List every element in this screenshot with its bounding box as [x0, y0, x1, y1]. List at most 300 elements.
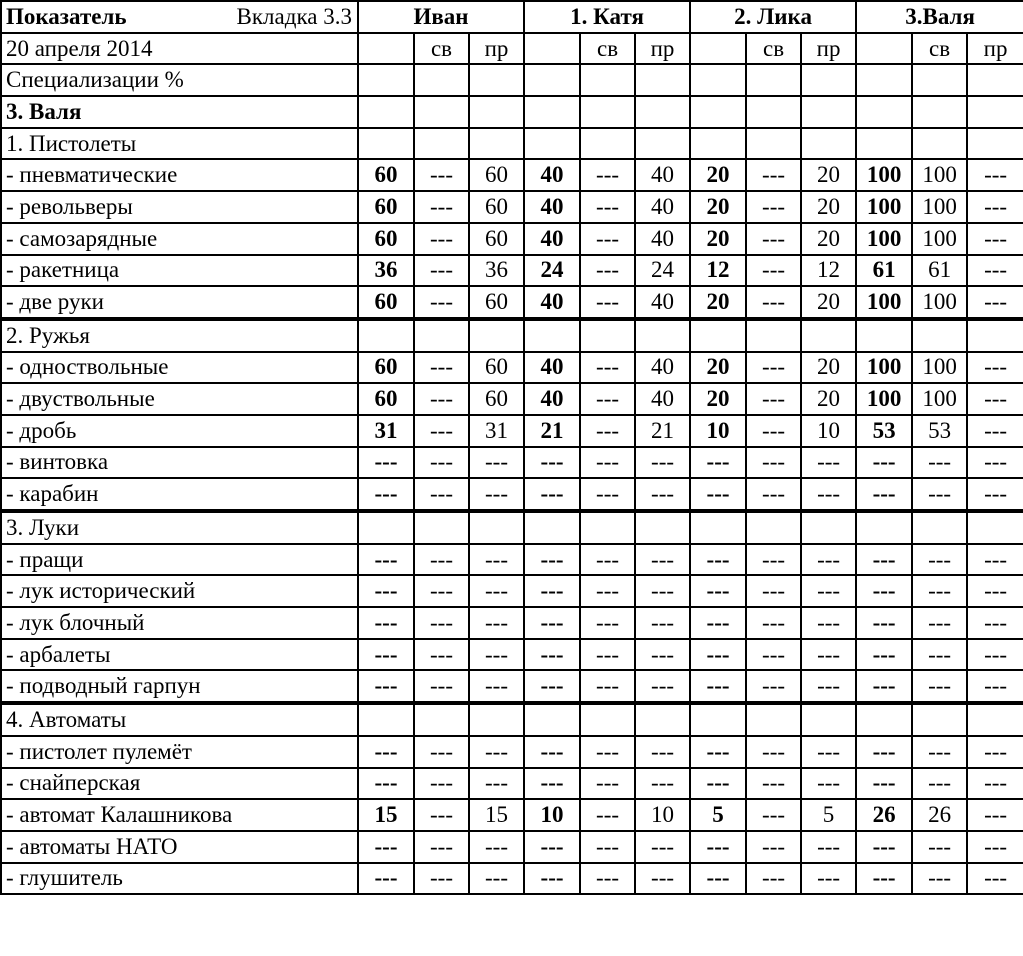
value-cell: [580, 64, 635, 96]
value-cell: ---: [580, 223, 635, 255]
row-label: - арбалеты: [1, 639, 358, 671]
value-cell: ---: [967, 223, 1023, 255]
value-cell: ---: [469, 768, 524, 800]
table-row: [1, 383, 1023, 415]
value-cell: 60: [469, 159, 524, 191]
value-cell: ---: [746, 159, 801, 191]
value-cell: 100: [912, 352, 967, 384]
value-cell: 31: [469, 415, 524, 447]
value-cell: ---: [967, 639, 1023, 671]
value-cell: ---: [746, 863, 801, 895]
value-cell: ---: [856, 607, 912, 639]
value-cell: ---: [635, 670, 690, 703]
value-cell: ---: [414, 639, 469, 671]
value-cell: [690, 64, 746, 96]
value-cell: 10: [635, 799, 690, 831]
value-cell: ---: [912, 639, 967, 671]
value-cell: [414, 703, 469, 736]
value-cell: [358, 128, 414, 160]
value-cell: ---: [912, 447, 967, 479]
value-cell: 24: [635, 255, 690, 287]
value-cell: ---: [912, 768, 967, 800]
row-label: - пистолет пулемёт: [1, 736, 358, 768]
row-label: 3. Луки: [1, 511, 358, 544]
value-cell: [746, 96, 801, 128]
value-cell: [801, 96, 856, 128]
value-cell: 100: [856, 191, 912, 223]
value-cell: 100: [912, 223, 967, 255]
row-label: - две руки: [1, 286, 358, 319]
table-row: [1, 831, 1023, 863]
value-cell: 12: [801, 255, 856, 287]
value-cell: ---: [690, 639, 746, 671]
value-cell: [635, 64, 690, 96]
value-cell: 10: [801, 415, 856, 447]
value-cell: ---: [967, 863, 1023, 895]
value-cell: 60: [358, 286, 414, 319]
value-cell: ---: [580, 575, 635, 607]
value-cell: 26: [856, 799, 912, 831]
value-cell: ---: [414, 286, 469, 319]
table-row: [1, 639, 1023, 671]
value-cell: ---: [746, 831, 801, 863]
value-cell: [635, 703, 690, 736]
value-cell: ---: [469, 736, 524, 768]
table-row: [1, 478, 1023, 511]
value-cell: [912, 319, 967, 352]
value-cell: ---: [746, 478, 801, 511]
value-cell: ---: [690, 478, 746, 511]
value-cell: ---: [967, 478, 1023, 511]
value-cell: ---: [801, 478, 856, 511]
value-cell: 20: [801, 286, 856, 319]
value-cell: ---: [580, 607, 635, 639]
value-cell: ---: [746, 286, 801, 319]
value-cell: [358, 703, 414, 736]
value-cell: 10: [524, 799, 580, 831]
value-cell: [580, 511, 635, 544]
value-cell: 60: [358, 159, 414, 191]
header-row-persons: [1, 1, 1023, 33]
value-cell: ---: [967, 383, 1023, 415]
value-cell: ---: [414, 415, 469, 447]
row-label: - самозарядные: [1, 223, 358, 255]
value-cell: ---: [801, 670, 856, 703]
value-cell: ---: [580, 286, 635, 319]
value-cell: ---: [358, 639, 414, 671]
value-cell: 100: [856, 223, 912, 255]
value-cell: ---: [690, 736, 746, 768]
value-cell: [967, 64, 1023, 96]
value-cell: 40: [635, 286, 690, 319]
value-cell: [358, 319, 414, 352]
value-cell: ---: [358, 478, 414, 511]
value-cell: 40: [524, 383, 580, 415]
value-cell: 100: [856, 383, 912, 415]
value-cell: [967, 703, 1023, 736]
value-cell: ---: [801, 863, 856, 895]
value-cell: [967, 128, 1023, 160]
value-cell: ---: [967, 191, 1023, 223]
value-cell: ---: [746, 607, 801, 639]
value-cell: ---: [690, 447, 746, 479]
value-cell: ---: [967, 415, 1023, 447]
value-cell: ---: [856, 831, 912, 863]
value-cell: ---: [358, 831, 414, 863]
value-cell: [635, 96, 690, 128]
value-cell: [635, 128, 690, 160]
value-cell: 15: [358, 799, 414, 831]
value-cell: [358, 64, 414, 96]
sub-header-pr: пр: [801, 33, 856, 65]
table-row: [1, 96, 1023, 128]
value-cell: ---: [358, 575, 414, 607]
value-cell: [746, 128, 801, 160]
value-cell: [912, 64, 967, 96]
value-cell: 15: [469, 799, 524, 831]
header-date: 20 апреля 2014: [1, 33, 358, 65]
value-cell: [524, 96, 580, 128]
value-cell: ---: [580, 383, 635, 415]
value-cell: 40: [635, 191, 690, 223]
row-label: - автомат Калашникова: [1, 799, 358, 831]
value-cell: ---: [856, 575, 912, 607]
sub-header-blank: [856, 33, 912, 65]
value-cell: ---: [635, 478, 690, 511]
row-label: - лук исторический: [1, 575, 358, 607]
value-cell: ---: [856, 447, 912, 479]
row-label: - лук блочный: [1, 607, 358, 639]
value-cell: ---: [414, 478, 469, 511]
value-cell: [580, 128, 635, 160]
row-label: 2. Ружья: [1, 319, 358, 352]
value-cell: ---: [801, 768, 856, 800]
value-cell: [690, 128, 746, 160]
table-row: [1, 255, 1023, 287]
table-row: [1, 286, 1023, 319]
value-cell: 21: [524, 415, 580, 447]
value-cell: [469, 319, 524, 352]
value-cell: [690, 319, 746, 352]
value-cell: ---: [358, 670, 414, 703]
value-cell: ---: [414, 352, 469, 384]
value-cell: 40: [524, 352, 580, 384]
value-cell: ---: [414, 607, 469, 639]
table-row: [1, 223, 1023, 255]
value-cell: 100: [912, 286, 967, 319]
person-header: 2. Лика: [690, 1, 856, 33]
row-label: - глушитель: [1, 863, 358, 895]
value-cell: [967, 511, 1023, 544]
table-row: [1, 703, 1023, 736]
value-cell: 31: [358, 415, 414, 447]
value-cell: ---: [580, 768, 635, 800]
value-cell: ---: [801, 607, 856, 639]
value-cell: ---: [580, 670, 635, 703]
value-cell: ---: [967, 831, 1023, 863]
value-cell: [856, 64, 912, 96]
value-cell: ---: [856, 768, 912, 800]
sub-header-pr: пр: [469, 33, 524, 65]
value-cell: ---: [414, 799, 469, 831]
value-cell: ---: [524, 478, 580, 511]
table-row: [1, 319, 1023, 352]
table-row: [1, 799, 1023, 831]
value-cell: ---: [580, 415, 635, 447]
value-cell: ---: [524, 639, 580, 671]
value-cell: ---: [635, 863, 690, 895]
value-cell: [856, 703, 912, 736]
value-cell: ---: [690, 831, 746, 863]
row-label: - дробь: [1, 415, 358, 447]
table-row: [1, 863, 1023, 895]
sub-header-sv: св: [912, 33, 967, 65]
value-cell: 20: [690, 159, 746, 191]
value-cell: ---: [524, 544, 580, 576]
value-cell: ---: [524, 447, 580, 479]
row-label: - ракетница: [1, 255, 358, 287]
sub-header-blank: [690, 33, 746, 65]
value-cell: ---: [358, 607, 414, 639]
value-cell: ---: [358, 447, 414, 479]
value-cell: [358, 96, 414, 128]
value-cell: ---: [469, 575, 524, 607]
value-cell: 40: [524, 191, 580, 223]
value-cell: [469, 64, 524, 96]
value-cell: 26: [912, 799, 967, 831]
value-cell: [746, 703, 801, 736]
value-cell: 20: [801, 223, 856, 255]
value-cell: ---: [580, 352, 635, 384]
value-cell: 60: [358, 191, 414, 223]
value-cell: ---: [414, 255, 469, 287]
sub-header-pr: пр: [967, 33, 1023, 65]
value-cell: [690, 511, 746, 544]
value-cell: 100: [856, 286, 912, 319]
value-cell: ---: [469, 831, 524, 863]
row-label: - револьверы: [1, 191, 358, 223]
value-cell: ---: [414, 159, 469, 191]
value-cell: 20: [801, 191, 856, 223]
row-label: - пращи: [1, 544, 358, 576]
value-cell: ---: [580, 863, 635, 895]
value-cell: [524, 703, 580, 736]
value-cell: 100: [856, 159, 912, 191]
value-cell: ---: [580, 159, 635, 191]
value-cell: ---: [690, 544, 746, 576]
value-cell: [469, 96, 524, 128]
value-cell: 60: [358, 223, 414, 255]
row-label: 4. Автоматы: [1, 703, 358, 736]
value-cell: [580, 319, 635, 352]
value-cell: 20: [801, 383, 856, 415]
value-cell: [580, 96, 635, 128]
value-cell: 40: [635, 159, 690, 191]
value-cell: ---: [580, 831, 635, 863]
value-cell: 60: [469, 286, 524, 319]
value-cell: [746, 64, 801, 96]
value-cell: ---: [746, 447, 801, 479]
value-cell: ---: [580, 478, 635, 511]
value-cell: 24: [524, 255, 580, 287]
value-cell: 21: [635, 415, 690, 447]
value-cell: 100: [912, 191, 967, 223]
value-cell: ---: [414, 863, 469, 895]
value-cell: ---: [746, 575, 801, 607]
value-cell: ---: [524, 607, 580, 639]
value-cell: ---: [967, 575, 1023, 607]
value-cell: [801, 511, 856, 544]
value-cell: [912, 128, 967, 160]
row-label: - карабин: [1, 478, 358, 511]
value-cell: [524, 64, 580, 96]
sub-header-blank: [358, 33, 414, 65]
table-row: [1, 128, 1023, 160]
value-cell: [690, 96, 746, 128]
value-cell: 61: [912, 255, 967, 287]
value-cell: ---: [967, 352, 1023, 384]
table-row: [1, 191, 1023, 223]
sub-header-sv: св: [746, 33, 801, 65]
value-cell: ---: [524, 575, 580, 607]
value-cell: 20: [690, 352, 746, 384]
header-row-sub: [1, 33, 1023, 65]
value-cell: ---: [746, 639, 801, 671]
value-cell: [524, 511, 580, 544]
table-row: [1, 544, 1023, 576]
table-row: [1, 447, 1023, 479]
table-row: [1, 670, 1023, 703]
value-cell: [856, 319, 912, 352]
value-cell: [414, 319, 469, 352]
value-cell: ---: [967, 255, 1023, 287]
value-cell: ---: [912, 478, 967, 511]
value-cell: ---: [801, 736, 856, 768]
value-cell: ---: [635, 544, 690, 576]
value-cell: ---: [912, 863, 967, 895]
value-cell: ---: [524, 768, 580, 800]
value-cell: ---: [635, 639, 690, 671]
value-cell: 100: [912, 159, 967, 191]
value-cell: [801, 703, 856, 736]
value-cell: [414, 511, 469, 544]
table-row: [1, 575, 1023, 607]
value-cell: ---: [524, 670, 580, 703]
value-cell: 36: [469, 255, 524, 287]
value-cell: ---: [524, 831, 580, 863]
value-cell: [801, 319, 856, 352]
value-cell: ---: [469, 607, 524, 639]
value-cell: [967, 319, 1023, 352]
value-cell: ---: [746, 768, 801, 800]
value-cell: ---: [358, 736, 414, 768]
value-cell: [912, 96, 967, 128]
value-cell: ---: [690, 768, 746, 800]
value-cell: ---: [635, 831, 690, 863]
value-cell: [524, 319, 580, 352]
value-cell: 40: [524, 286, 580, 319]
value-cell: ---: [746, 223, 801, 255]
value-cell: [912, 703, 967, 736]
sub-header-blank: [524, 33, 580, 65]
row-label: - одноствольные: [1, 352, 358, 384]
value-cell: [856, 511, 912, 544]
value-cell: ---: [414, 768, 469, 800]
table-row: [1, 607, 1023, 639]
value-cell: [414, 64, 469, 96]
value-cell: [912, 511, 967, 544]
value-cell: 12: [690, 255, 746, 287]
value-cell: ---: [967, 544, 1023, 576]
value-cell: ---: [580, 544, 635, 576]
value-cell: [635, 511, 690, 544]
value-cell: ---: [414, 223, 469, 255]
value-cell: ---: [469, 478, 524, 511]
value-cell: [690, 703, 746, 736]
value-cell: ---: [524, 863, 580, 895]
row-label: - подводный гарпун: [1, 670, 358, 703]
table-row: [1, 352, 1023, 384]
value-cell: 20: [690, 223, 746, 255]
value-cell: [801, 64, 856, 96]
value-cell: ---: [746, 383, 801, 415]
sub-header-pr: пр: [635, 33, 690, 65]
value-cell: ---: [912, 736, 967, 768]
value-cell: ---: [967, 607, 1023, 639]
value-cell: ---: [912, 544, 967, 576]
value-cell: 20: [801, 159, 856, 191]
value-cell: ---: [856, 863, 912, 895]
table-row: [1, 415, 1023, 447]
value-cell: 5: [801, 799, 856, 831]
table-row: [1, 511, 1023, 544]
sub-header-sv: св: [414, 33, 469, 65]
row-label: - винтовка: [1, 447, 358, 479]
value-cell: ---: [967, 670, 1023, 703]
table-body: [1, 64, 1023, 894]
value-cell: ---: [580, 799, 635, 831]
value-cell: 20: [801, 352, 856, 384]
value-cell: 40: [524, 223, 580, 255]
value-cell: ---: [856, 544, 912, 576]
value-cell: ---: [801, 447, 856, 479]
value-cell: 10: [690, 415, 746, 447]
value-cell: [801, 128, 856, 160]
value-cell: ---: [912, 831, 967, 863]
value-cell: 53: [912, 415, 967, 447]
value-cell: ---: [801, 544, 856, 576]
value-cell: 36: [358, 255, 414, 287]
value-cell: ---: [912, 607, 967, 639]
value-cell: ---: [746, 799, 801, 831]
value-cell: ---: [635, 607, 690, 639]
value-cell: ---: [414, 191, 469, 223]
value-cell: 40: [635, 223, 690, 255]
value-cell: ---: [967, 799, 1023, 831]
value-cell: ---: [358, 544, 414, 576]
value-cell: ---: [414, 447, 469, 479]
value-cell: [967, 96, 1023, 128]
table-row: [1, 768, 1023, 800]
value-cell: [414, 128, 469, 160]
value-cell: [746, 511, 801, 544]
value-cell: ---: [967, 768, 1023, 800]
value-cell: 20: [690, 191, 746, 223]
value-cell: ---: [469, 544, 524, 576]
value-cell: 60: [358, 383, 414, 415]
header-tab: Вкладка 3.3: [236, 3, 352, 29]
row-label: - пневматические: [1, 159, 358, 191]
